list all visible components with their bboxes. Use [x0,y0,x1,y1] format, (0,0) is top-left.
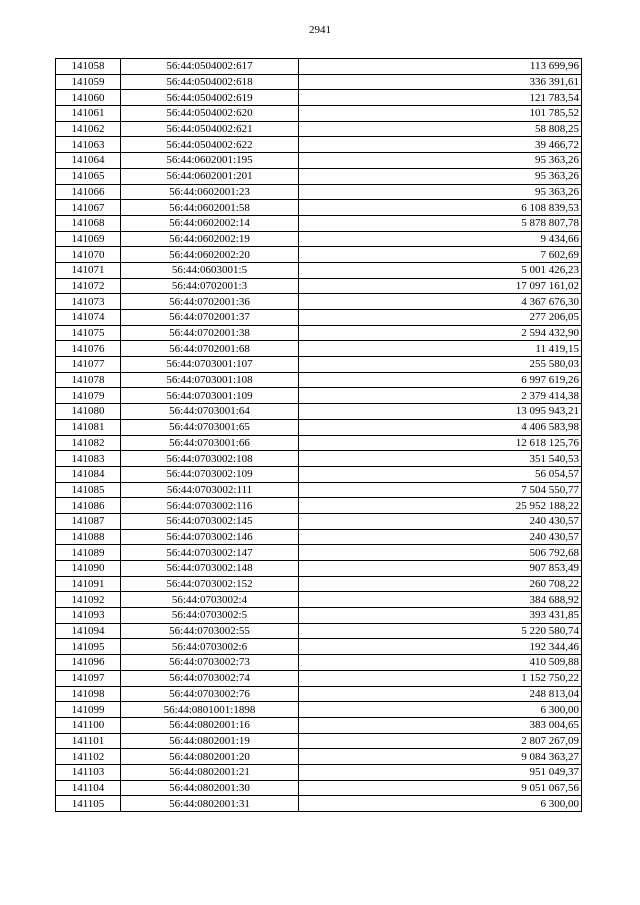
cadastral-value-cell: 7 504 550,77 [299,482,582,498]
cadastral-number-cell: 56:44:0702001:37 [121,310,299,326]
table-body [56,59,582,812]
table-row [56,623,582,639]
table-row [56,59,582,75]
table-row [56,310,582,326]
table-row [56,655,582,671]
cadastral-number-cell: 56:44:0802001:19 [121,733,299,749]
table-row [56,764,582,780]
row-number-cell: 141065 [56,168,121,184]
cadastral-number-cell: 56:44:0703001:65 [121,419,299,435]
row-number-cell: 141102 [56,749,121,765]
row-number-cell: 141058 [56,59,121,75]
cadastral-value-cell: 6 108 839,53 [299,200,582,216]
row-number-cell: 141104 [56,780,121,796]
cadastral-number-cell: 56:44:0602001:201 [121,168,299,184]
cadastral-number-cell: 56:44:0703002:6 [121,639,299,655]
cadastral-number-cell: 56:44:0802001:16 [121,717,299,733]
table-row [56,733,582,749]
cadastral-number-cell: 56:44:0703002:148 [121,561,299,577]
cadastral-number-cell: 56:44:0504002:618 [121,74,299,90]
row-number-cell: 141096 [56,655,121,671]
row-number-cell: 141068 [56,215,121,231]
cadastral-value-cell: 1 152 750,22 [299,670,582,686]
cadastral-value-cell: 121 783,54 [299,90,582,106]
cadastral-value-cell: 95 363,26 [299,184,582,200]
cadastral-value-cell: 907 853,49 [299,561,582,577]
cadastral-value-cell: 2 379 414,38 [299,388,582,404]
cadastral-number-cell: 56:44:0703001:109 [121,388,299,404]
table-row [56,576,582,592]
cadastral-value-cell: 101 785,52 [299,106,582,122]
table-row [56,545,582,561]
cadastral-value-cell: 240 430,57 [299,513,582,529]
cadastral-value-cell: 95 363,26 [299,168,582,184]
row-number-cell: 141100 [56,717,121,733]
table-row [56,372,582,388]
row-number-cell: 141070 [56,247,121,263]
cadastral-number-cell: 56:44:0703001:66 [121,435,299,451]
cadastral-number-cell: 56:44:0504002:617 [121,59,299,75]
row-number-cell: 141105 [56,796,121,812]
cadastral-value-cell: 11 419,15 [299,341,582,357]
cadastral-number-cell: 56:44:0702001:36 [121,294,299,310]
cadastral-value-cell: 506 792,68 [299,545,582,561]
table-row [56,106,582,122]
cadastral-number-cell: 56:44:0703002:109 [121,466,299,482]
cadastral-number-cell: 56:44:0602001:195 [121,153,299,169]
table-row [56,498,582,514]
table-row [56,686,582,702]
cadastral-number-cell: 56:44:0504002:620 [121,106,299,122]
cadastral-number-cell: 56:44:0602001:23 [121,184,299,200]
cadastral-value-cell: 951 049,37 [299,764,582,780]
table-row [56,780,582,796]
row-number-cell: 141067 [56,200,121,216]
cadastral-number-cell: 56:44:0703002:5 [121,608,299,624]
table-row [56,137,582,153]
cadastral-number-cell: 56:44:0802001:30 [121,780,299,796]
cadastral-value-cell: 17 097 161,02 [299,278,582,294]
cadastral-value-cell: 13 095 943,21 [299,404,582,420]
cadastral-number-cell: 56:44:0602002:19 [121,231,299,247]
cadastral-number-cell: 56:44:0603001:5 [121,262,299,278]
cadastral-number-cell: 56:44:0602002:14 [121,215,299,231]
table-row [56,168,582,184]
cadastral-number-cell: 56:44:0703002:55 [121,623,299,639]
row-number-cell: 141072 [56,278,121,294]
table-row [56,200,582,216]
row-number-cell: 141087 [56,513,121,529]
table-row [56,231,582,247]
cadastral-number-cell: 56:44:0703001:107 [121,357,299,373]
cadastral-value-cell: 410 509,88 [299,655,582,671]
row-number-cell: 141097 [56,670,121,686]
row-number-cell: 141064 [56,153,121,169]
row-number-cell: 141095 [56,639,121,655]
page-number: 2941 [309,24,331,36]
cadastral-value-table [55,58,582,812]
cadastral-value-cell: 192 344,46 [299,639,582,655]
cadastral-number-cell: 56:44:0703002:111 [121,482,299,498]
cadastral-value-cell: 6 997 619,26 [299,372,582,388]
cadastral-number-cell: 56:44:0703001:64 [121,404,299,420]
table-row [56,639,582,655]
row-number-cell: 141089 [56,545,121,561]
table-row [56,294,582,310]
cadastral-value-cell: 39 466,72 [299,137,582,153]
cadastral-value-cell: 5 220 580,74 [299,623,582,639]
cadastral-number-cell: 56:44:0504002:619 [121,90,299,106]
cadastral-value-cell: 2 807 267,09 [299,733,582,749]
row-number-cell: 141101 [56,733,121,749]
row-number-cell: 141059 [56,74,121,90]
cadastral-number-cell: 56:44:0702001:3 [121,278,299,294]
cadastral-value-cell: 58 808,25 [299,121,582,137]
row-number-cell: 141094 [56,623,121,639]
cadastral-number-cell: 56:44:0602001:58 [121,200,299,216]
cadastral-number-cell: 56:44:0703002:74 [121,670,299,686]
row-number-cell: 141099 [56,702,121,718]
row-number-cell: 141062 [56,121,121,137]
row-number-cell: 141071 [56,262,121,278]
table-row [56,341,582,357]
cadastral-value-cell: 9 051 067,56 [299,780,582,796]
table-row [56,702,582,718]
cadastral-value-cell: 12 618 125,76 [299,435,582,451]
cadastral-value-cell: 383 004,65 [299,717,582,733]
table-row [56,451,582,467]
row-number-cell: 141073 [56,294,121,310]
table-row [56,247,582,263]
row-number-cell: 141098 [56,686,121,702]
cadastral-number-cell: 56:44:0703002:152 [121,576,299,592]
cadastral-number-cell: 56:44:0703001:108 [121,372,299,388]
row-number-cell: 141092 [56,592,121,608]
table-row [56,749,582,765]
cadastral-value-cell: 260 708,22 [299,576,582,592]
table-row [56,357,582,373]
table-row [56,670,582,686]
table-row [56,388,582,404]
cadastral-number-cell: 56:44:0602002:20 [121,247,299,263]
table-row [56,262,582,278]
row-number-cell: 141066 [56,184,121,200]
cadastral-number-cell: 56:44:0802001:31 [121,796,299,812]
cadastral-value-cell: 25 952 188,22 [299,498,582,514]
row-number-cell: 141075 [56,325,121,341]
cadastral-value-cell: 5 001 426,23 [299,262,582,278]
cadastral-number-cell: 56:44:0703002:76 [121,686,299,702]
row-number-cell: 141080 [56,404,121,420]
cadastral-value-cell: 56 054,57 [299,466,582,482]
table-row [56,717,582,733]
table-row [56,325,582,341]
table-row [56,561,582,577]
table-row [56,215,582,231]
table-row [56,435,582,451]
cadastral-value-cell: 2 594 432,90 [299,325,582,341]
cadastral-value-cell: 240 430,57 [299,529,582,545]
cadastral-number-cell: 56:44:0802001:20 [121,749,299,765]
cadastral-value-cell: 5 878 807,78 [299,215,582,231]
row-number-cell: 141088 [56,529,121,545]
cadastral-number-cell: 56:44:0801001:1898 [121,702,299,718]
cadastral-value-cell: 95 363,26 [299,153,582,169]
row-number-cell: 141077 [56,357,121,373]
cadastral-value-cell: 384 688,92 [299,592,582,608]
table-row [56,419,582,435]
cadastral-number-cell: 56:44:0504002:621 [121,121,299,137]
cadastral-number-cell: 56:44:0703002:146 [121,529,299,545]
table-row [56,529,582,545]
row-number-cell: 141074 [56,310,121,326]
table-row [56,153,582,169]
row-number-cell: 141085 [56,482,121,498]
cadastral-number-cell: 56:44:0504002:622 [121,137,299,153]
table-row [56,90,582,106]
cadastral-value-cell: 351 540,53 [299,451,582,467]
cadastral-value-cell: 6 300,00 [299,796,582,812]
cadastral-value-cell: 4 406 583,98 [299,419,582,435]
row-number-cell: 141061 [56,106,121,122]
cadastral-number-cell: 56:44:0702001:68 [121,341,299,357]
cadastral-value-cell: 113 699,96 [299,59,582,75]
cadastral-number-cell: 56:44:0702001:38 [121,325,299,341]
row-number-cell: 141090 [56,561,121,577]
row-number-cell: 141081 [56,419,121,435]
cadastral-value-cell: 277 206,05 [299,310,582,326]
table-row [56,466,582,482]
row-number-cell: 141084 [56,466,121,482]
cadastral-value-cell: 6 300,00 [299,702,582,718]
cadastral-number-cell: 56:44:0802001:21 [121,764,299,780]
cadastral-number-cell: 56:44:0703002:116 [121,498,299,514]
table-row [56,592,582,608]
cadastral-value-cell: 9 434,66 [299,231,582,247]
table-row [56,121,582,137]
table-row [56,608,582,624]
row-number-cell: 141060 [56,90,121,106]
cadastral-number-cell: 56:44:0703002:73 [121,655,299,671]
row-number-cell: 141078 [56,372,121,388]
table-row [56,74,582,90]
table-row [56,796,582,812]
table-row [56,278,582,294]
row-number-cell: 141069 [56,231,121,247]
cadastral-number-cell: 56:44:0703002:147 [121,545,299,561]
row-number-cell: 141083 [56,451,121,467]
cadastral-number-cell: 56:44:0703002:108 [121,451,299,467]
row-number-cell: 141082 [56,435,121,451]
row-number-cell: 141076 [56,341,121,357]
cadastral-number-cell: 56:44:0703002:4 [121,592,299,608]
cadastral-value-cell: 336 391,61 [299,74,582,90]
row-number-cell: 141079 [56,388,121,404]
cadastral-value-cell: 4 367 676,30 [299,294,582,310]
row-number-cell: 141091 [56,576,121,592]
row-number-cell: 141093 [56,608,121,624]
row-number-cell: 141086 [56,498,121,514]
cadastral-value-cell: 255 580,03 [299,357,582,373]
cadastral-number-cell: 56:44:0703002:145 [121,513,299,529]
cadastral-value-cell: 7 602,69 [299,247,582,263]
table-row [56,404,582,420]
cadastral-value-cell: 248 813,04 [299,686,582,702]
table-row [56,184,582,200]
row-number-cell: 141103 [56,764,121,780]
table-row [56,513,582,529]
cadastral-value-cell: 9 084 363,27 [299,749,582,765]
table-row [56,482,582,498]
cadastral-value-cell: 393 431,85 [299,608,582,624]
row-number-cell: 141063 [56,137,121,153]
